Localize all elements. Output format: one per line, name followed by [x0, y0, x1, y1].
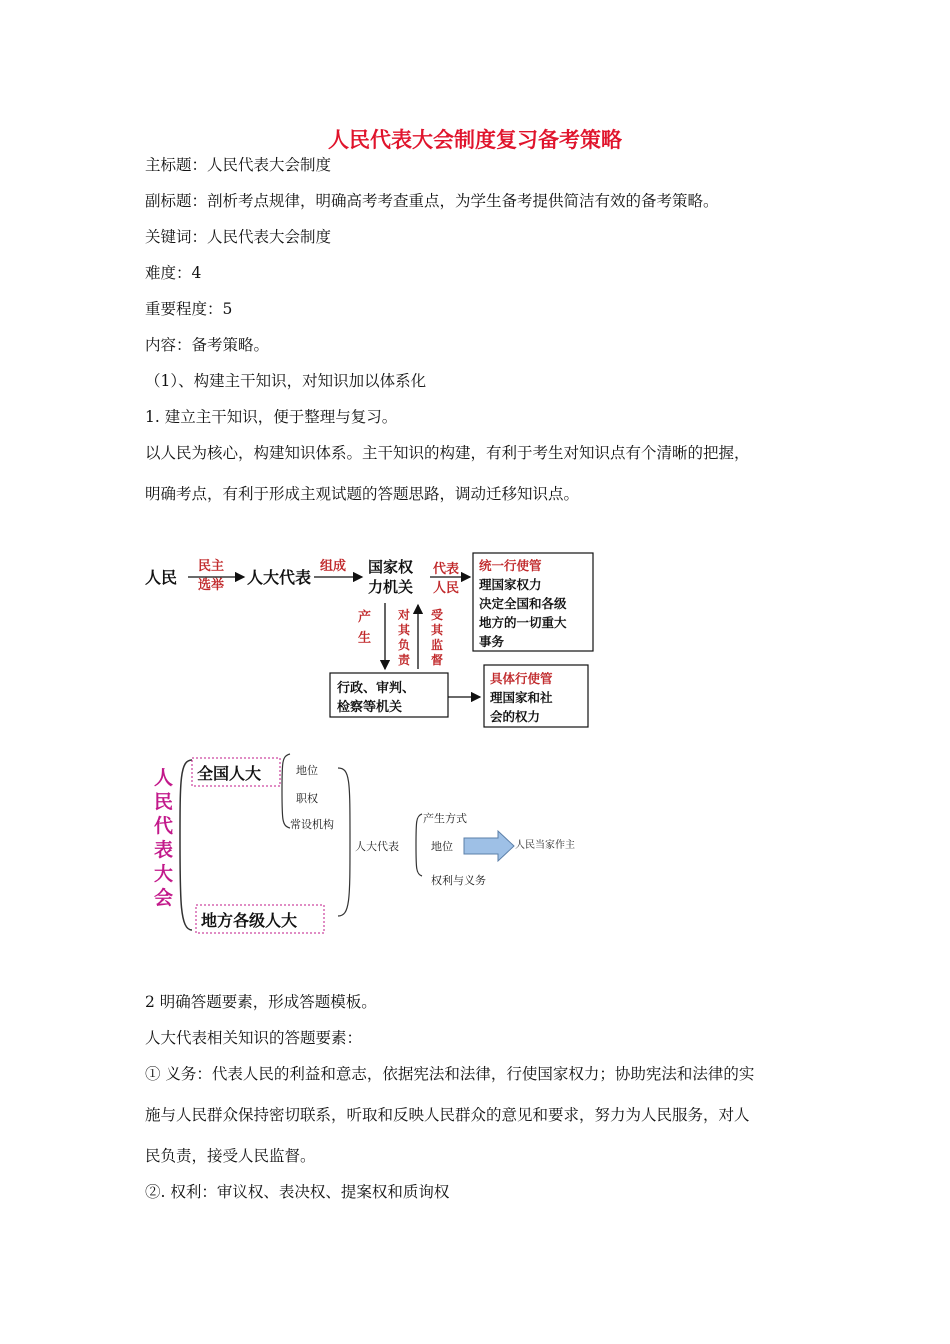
keywords-line: 关键词：人民代表大会制度: [145, 228, 332, 246]
rights-line: ②. 权利：审议权、表决权、提案权和质询权: [145, 1183, 450, 1201]
main-title-line: 主标题：人民代表大会制度: [145, 156, 332, 174]
duty-line-2: 施与人民群众保持密切联系，听取和反映人民群众的意见和要求，努力为人民服务，对人: [145, 1106, 750, 1124]
box1-line-5: 事务: [479, 634, 505, 649]
root-char-6: 会: [154, 887, 174, 909]
root-char-5: 大: [154, 863, 174, 885]
section2-intro: 人大代表相关知识的答题要素：: [145, 1029, 363, 1047]
arrow-to-masters: [464, 831, 514, 861]
box1-line-4: 地方的一切重大: [479, 615, 567, 630]
paragraph-line-2: 明确考点，有利于形成主观试题的答题思路，调动迁移知识点。: [145, 485, 580, 503]
box3-line-2: 理国家和社: [490, 690, 553, 705]
deputies-label: 人大代表: [247, 568, 312, 587]
responsible-char-2: 其: [398, 623, 411, 637]
organ-label-1: 国家权: [368, 558, 414, 576]
box3-line-1: [490, 671, 553, 686]
deputies-sub-brace: [416, 814, 422, 876]
item-status: 地位: [296, 764, 318, 777]
item-standing-body: 常设机构: [290, 818, 334, 831]
deputies-node: 人大代表: [355, 840, 399, 853]
box1-line-1-text: 统一行使管: [479, 558, 542, 573]
box1-line-1: [479, 558, 542, 573]
box1-line-3: 决定全国和各级: [479, 596, 567, 611]
root-char-2: 民: [154, 791, 174, 813]
elect-bottom-label: 选举: [198, 578, 225, 593]
duty-line-1: ① 义务：代表人民的利益和意志，依据宪法和法律，行使国家权力；协助宪法和法律的实: [145, 1065, 755, 1083]
root-brace: [180, 760, 192, 930]
represent-top-label: 代表: [433, 562, 460, 577]
page-title: 人民代表大会制度复习备考策略: [328, 128, 622, 152]
sub-status: 地位: [431, 840, 453, 853]
duty-line-3: 民负责，接受人民监督。: [145, 1147, 316, 1165]
power-structure-diagram: [140, 545, 620, 735]
box1-line-2: 理国家权力: [479, 577, 542, 592]
responsible-char-3: 负: [398, 638, 411, 652]
supervised-char-3: 监: [431, 638, 444, 652]
local-congress-label: 地方各级人大: [201, 911, 298, 930]
supervised-char-2: 其: [431, 623, 444, 637]
responsible-char-1: 对: [398, 608, 411, 622]
box2-line-1: 行政、审判、: [337, 681, 416, 696]
root-char-3: 代: [154, 815, 174, 837]
produce-char-2: 生: [358, 631, 372, 646]
produce-char-1: 产: [358, 610, 372, 625]
organ-label-2: 力机关: [368, 578, 414, 596]
box2-line-2: 检察等机关: [337, 700, 403, 715]
sub-rights-duties: 权利与义务: [431, 874, 486, 887]
item-powers: 职权: [296, 792, 318, 805]
root-char-4: 表: [154, 839, 174, 861]
importance-line: 重要程度：5: [145, 300, 233, 318]
represent-bottom-label: 人民: [433, 581, 460, 596]
section2-heading: 2 明确答题要素，形成答题模板。: [145, 993, 377, 1011]
box3-line-1-text: 具体行使管: [490, 671, 553, 686]
root-char-1: 人: [154, 767, 174, 789]
responsible-char-4: 责: [398, 653, 411, 667]
section1-heading: （1）、构建主干知识，对知识加以体系化: [145, 372, 427, 390]
congress-mindmap: [140, 750, 620, 940]
elect-top-label: 民主: [198, 559, 225, 574]
paragraph-line-1: 以人民为核心，构建知识体系。主干知识的构建，有利于考生对知识点有个清晰的把握，: [145, 444, 750, 462]
box3-line-3: 会的权力: [490, 709, 541, 724]
content-line: 内容：备考策略。: [145, 336, 270, 354]
difficulty-line: 难度：4: [145, 264, 202, 282]
compose-label: 组成: [320, 559, 347, 574]
subtitle-line: 副标题：剖析考点规律，明确高考考查重点，为学生备考提供简洁有效的备考策略。: [145, 192, 719, 210]
people-label: 人民: [145, 568, 178, 587]
point1: 1. 建立主干知识，便于整理与复习。: [145, 408, 398, 426]
supervised-char-1: 受: [431, 608, 444, 622]
masters-label: 人民当家作主: [515, 840, 575, 851]
deputies-brace: [338, 768, 350, 916]
national-congress-label: 全国人大: [197, 764, 262, 783]
supervised-char-4: 督: [431, 653, 444, 667]
national-brace: [282, 754, 290, 828]
sub-production: 产生方式: [423, 812, 467, 825]
